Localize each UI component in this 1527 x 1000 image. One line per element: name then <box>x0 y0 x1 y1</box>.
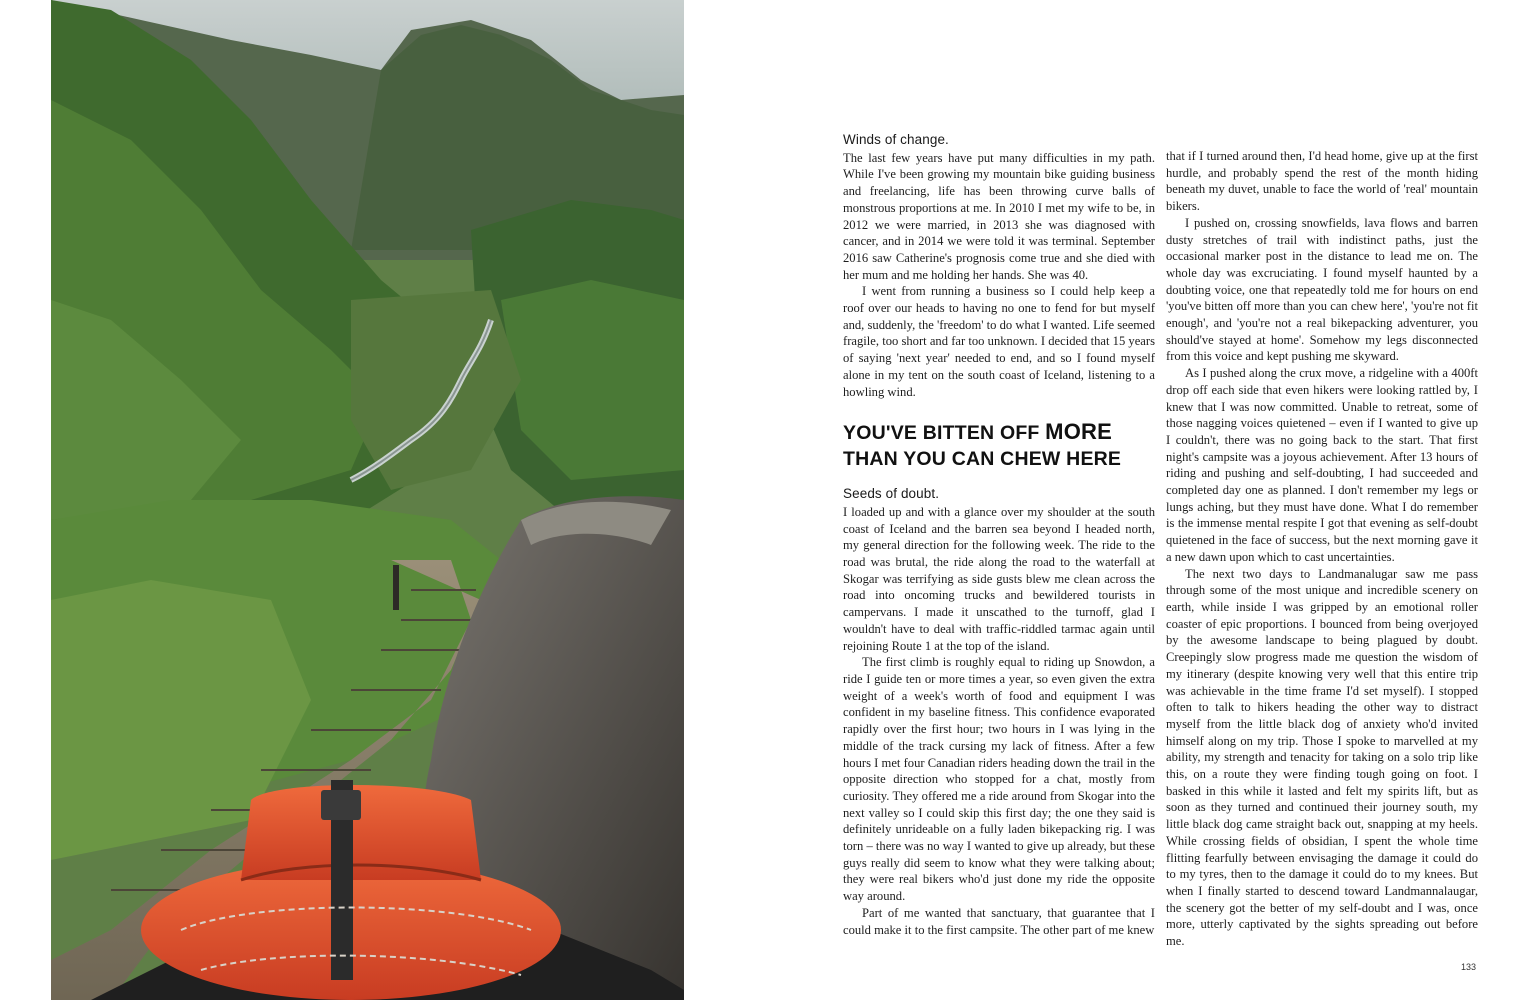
paragraph: The last few years have put many difficulties in my path. While I've been growing my mountain bike guiding business and freelancing, life has been throwing curve balls of monstrous proportions at me. In 2010 I met my wife to be, in 2012 we were married, in 2013 she was diagnosed with cancer, and in 2014 we were told it was terminal. September 2016 saw Catherine's prognosis come true and she died with her mum and me holding her hands. She was 40. <box>843 150 1155 282</box>
winds-heading: Winds of change. <box>843 132 949 147</box>
article-column-right <box>1166 148 1478 950</box>
paragraph: I pushed on, crossing snowfields, lava flows and barren dusty stretches of trail with indistinct paths, just the occasional marker post in the distance to lead me on. The whole day was excruciating. I found myself haunted by a doubting voice, one that repeatedly told me for hours on end 'you've bitten off more than you can chew here', 'you're not fit enough', and 'you're not a real bikepacking adventurer, you should've stayed at home'. Somehow my legs disconnected from this voice and kept pushing me skyward. <box>1166 215 1478 364</box>
paragraph: As I pushed along the crux move, a ridgeline with a 400ft drop off each side that even hikers were looking rattled by, I knew that I was now committed. Unable to retreat, some of those nagging voices quietened – even if I wanted to give up I couldn't, there was no going back to the start. That first night's campsite was a joyous achievement. After 13 hours of riding and pushing and self-doubting, I had succeeded and completed day one as planned. I don't remember my legs or lungs aching, but they must have done. What I do remember is the immense mental respite I got that evening as self-doubt quietened in the face of success, but the next morning gave it a new dawn upon which to cast uncertainties. <box>1166 366 1478 564</box>
pull-quote-part: THAN YOU CAN CHEW HERE <box>843 448 1122 471</box>
paragraph: I loaded up and with a glance over my shoulder at the south coast of Iceland and the barren sea beyond I headed north, my general direction for the following week. The ride to the road was brutal, the ride along the road to the waterfall at Skogar was terrifying as side gusts blew me clean across the road into oncoming trucks and bewildered tourists in campervans. I made it unscathed to the turnoff, glad I wouldn't have to deal with traffic-riddled tarmac again until rejoining Route 1 at the top of the island. <box>843 504 1155 653</box>
pull-quote <box>843 419 1155 472</box>
paragraph: The first climb is roughly equal to riding up Snowdon, a ride I guide ten or more times a year, so even given the extra weight of a week's worth of food and equipment I was confident in my baseline fitness. This confidence evaporated rapidly over the first hour; two hours in I was lying in the middle of the track cursing my lack of fitness. After a few hours I met four Canadian riders heading down the trail in the opposite direction who stopped for a chat, mostly from curiosity. They offered me a ride around from Skogar into the next valley so I could skip this first day; the one they said is definitely unrideable on a fully laden bikepacking rig. I was torn – there was no way I wanted to give up already, but these guys really did seem to know what they were talking about; they were real bikers who'd just done my ride the opposite way around. <box>843 655 1155 904</box>
valley-photo <box>51 0 684 1000</box>
photo <box>51 0 684 1000</box>
paragraph: The next two days to Landmanalugar saw me pass through some of the most unique and incredible scenery on earth, while inside I was gripped by an emotional roller coaster of epic proportions. I bounced from being overjoyed by the awesome landscape to being plagued by doubt. Creepingly slow progress made me question the wisdom of my itinerary (despite knowing very well that this entire trip was achievable in the time frame I'd set myself). I stopped often to talk to hikers heading the other way to distract myself from the little black dog of anxiety who'd invited himself along on my trip. Those I spoke to marvelled at my ability, my strength and tenacity for taking on a solo trip like this, on a route they were finding tough going on foot. I basked in this while it lasted and felt my spirits lift, but as soon as they turned and continued their journey south, my little black dog came straight back out, snapping at my heels. While crossing fields of obsidian, I spent the whole time flitting fearfully between envisaging the damage it could do to my tyres, then to the damage it could do to my knees. But when I finally started to descend toward Landmannalaugar, the scenery got the better of my self-doubt and I was, once more, utterly captivated by the sights spreading out before me. <box>1166 566 1478 949</box>
article-page <box>764 0 1527 1000</box>
article-column-left <box>843 132 1155 938</box>
pull-quote-part: YOU'VE BITTEN OFF <box>843 422 1046 445</box>
paragraph: I went from running a business so I could help keep a roof over our heads to having no one to fend for but myself and, suddenly, the 'freedom' to do what I wanted. Life seemed fragile, too short and far too unknown. I decided that 15 years of saying 'next year' needed to end, and so I found myself alone in my tent on the south coast of Iceland, listening to a howling wind. <box>843 284 1155 399</box>
page-number: 133 <box>1461 962 1477 972</box>
paragraph: that if I turned around then, I'd head home, give up at the first hurdle, and probably spend the rest of the month hiding beneath my duvet, unable to face the world of 'real' mountain bikers. <box>1166 149 1478 214</box>
paragraph: Part of me wanted that sanctuary, that guarantee that I could make it to the first campsite. The other part of me knew <box>843 905 1155 937</box>
seeds-heading: Seeds of doubt. <box>843 486 940 502</box>
pull-quote-emphasis: MORE <box>1045 419 1112 445</box>
